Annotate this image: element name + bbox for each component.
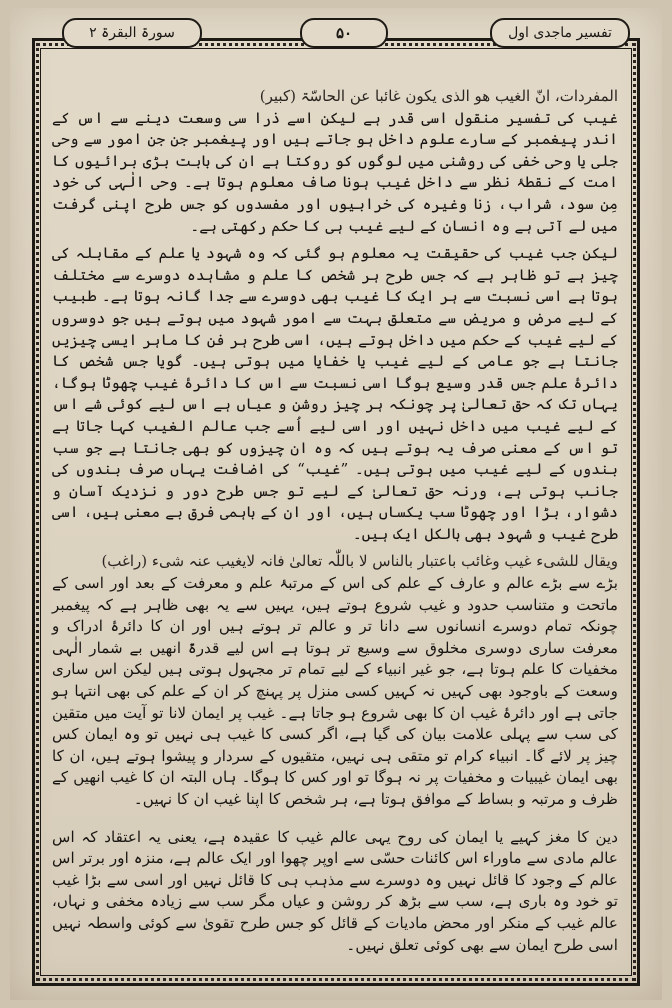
- header-surah-label: سورۃ البقرۃ ۲: [62, 18, 202, 48]
- paragraph-4: دین کا مغز کہیے یا ایمان کی روح یہی عالم غیب کا عقیدہ ہے، یعنی یہ اعتقاد کہ اس عالم مادی سے ماوراء اس کائنات حسّی سے اوپر چھوا اور ایک عالم ہے، منزہ اور برتر اس عالم کے وجود کا قائل نہیں وہ دوسرے سے مذہب ہی کا قائل نہیں اور اسی سے بڑا غیب تو خود وہ باری ہے، سب سے بڑھ کر روشن و عیاں مگر سب سے زیادہ مخفی و نہاں، عالم غیب کے منکر اور محض مادیات کے قائل کو جس طرح تقویٰ سے کوئی واسطہ نہیں اسی طرح ایمان سے بھی کوئی تعلق نہیں۔: [52, 827, 618, 954]
- paragraph-2: لیکن جب غیب کی حقیقت یہ معلوم ہو گئی کہ وہ شہود یا علم کے مقابلہ کی چیز ہے تو ظاہر ہے کہ جس طرح ہر شخص کا علم و مشاہدہ دوسرے سے مختلف ہوتا ہے اسی نسبت سے ہر ایک کا غیب بھی دوسرے سے جدا گانہ ہوتا ہے۔ طبیب کے لیے مرض و مریض سے متعلق بہت سے امور شہود میں ہوتے ہیں جو دوسروں کے لیے غیب کے حکم میں داخل ہوتے ہیں، اسی طرح ہر فن کا ماہر ایسی چیزیں جانتا ہے جو عامی کے لیے غیب یا خفایا میں ہوتی ہیں۔ گویا جس شخص کا دائرۂ علم جس قدر وسیع ہوگا اسی نسبت سے اس کا دائرۂ غیب چھوٹا ہوگا، یہاں تک کہ حق تعالیٰ پر چونکہ ہر چیز روشن و عیاں ہے اس لیے کوئی شے اس کے لیے غیب میں داخل نہیں اور اسی لیے اُسے جب عالم الغیب کہا جاتا ہے تو اس کے معنی صرف یہ ہوتے ہیں کہ وہ ان چیزوں کو بھی جانتا ہے جو سب بندوں کے لیے غیب میں ہوتی ہیں۔ ”غیب“ کی اضافت یہاں صرف بندوں کی جانب ہوتی ہے، ورنہ حق تعالیٰ کے لیے تو جس طرح دور و نزدیک آسان و دشوار، بڑا اور چھوٹا سب یکساں ہیں، اور ان کے باہمی فرق بے معنی ہیں، اسی طرح غیب و شہود بھی بالکل ایک ہیں۔: [52, 244, 618, 543]
- page-number: ۵۰: [300, 18, 388, 48]
- header-book-title: تفسیر ماجدی اول: [490, 18, 630, 48]
- quote-kabir: المفردات، انّ الغیب ھو الذی یکون غائبا عن الحاسّۃ (کبیر): [259, 87, 618, 105]
- paragraph-1: غیب کی تفسیر منقول اسی قدر ہے لیکن اسے ذرا سی وسعت دینے سے اس کے اندر پیغمبر کے سارے علوم داخل ہو جاتے ہیں اور پیغمبر جن جن امور سے وحی جلی یا وحی خفی کی روشنی میں لوگوں کو روکتا ہے ان کی بابت بڑی برائیوں کا امت کے نقطۂ نظر سے داخل غیب ہونا صاف معلوم ہوتا ہے۔ وحی الٰہی کی خود مِن سود، شراب، زنا وغیرہ کی خرابیوں اور مفسدوں کو جس طرح اپنی گرفت میں لے آتی ہے وہ انسان کے لیے غیب ہی کا حکم رکھتی ہے۔: [52, 108, 618, 235]
- page-text: [52, 86, 618, 966]
- quote-raghib: ویقال للشیء غیب وغائب باعتبار بالناس لا باللّٰہ تعالیٰ فانہ لایغیب عنہ شیء (راغب): [101, 552, 618, 571]
- book-page: [10, 8, 662, 1000]
- paragraph-3: بڑے سے بڑے عالم و عارف کے علم کی اس کے مرتبۂ علم و معرفت کے بعد اور اسی کے ماتحت و متناسب حدود و غیب شروع ہوتے ہیں، یہیں سے یہ بھی ظاہر ہے کہ پیغمبر چونکہ تمام دوسرے انسانوں سے دانا تر و عالم تر ہوتے ہیں اور ان کا دائرۂ ادراک و معرفت ساری دوسری مخلوق سے وسیع تر ہوتا ہے اس لیے قدرۃً انھیں بے شمار الٰہی مخفیات کا علم ہوتا ہے، جو غیر انبیاء کے لیے تمام تر مجہول ہوتی ہیں لیکن اس ساری وسعت کے باوجود بھی کہیں نہ کہیں کسی منزل پر پہنچ کر ان کے علم کی بھی انتہا ہو جاتی ہے اور دائرۂ غیب ان کا بھی شروع ہو جاتا ہے۔ غیب پر ایمان لانا تو آیت میں متقین کی سب سے پہلی علامت بیان کی گیا ہے، اگر کسی کا غیب ہی نہیں تو وہ ایمان کس چیز پر لائے گا۔ انبیاء کرام تو متقی ہی نہیں، متقیوں کے سردار و پیشوا ہوتے ہیں، ان کا بھی ایمان غیبیات و مخفیات پر نہ ہوگا تو اور کس کا ہوگا۔ ہاں البتہ ان کا غیب انھیں کے ظرف و مرتبہ و بساط کے موافق ہوتا ہے، ہر شخص کا اپنا غیب ان کا نہیں۔: [52, 574, 618, 808]
